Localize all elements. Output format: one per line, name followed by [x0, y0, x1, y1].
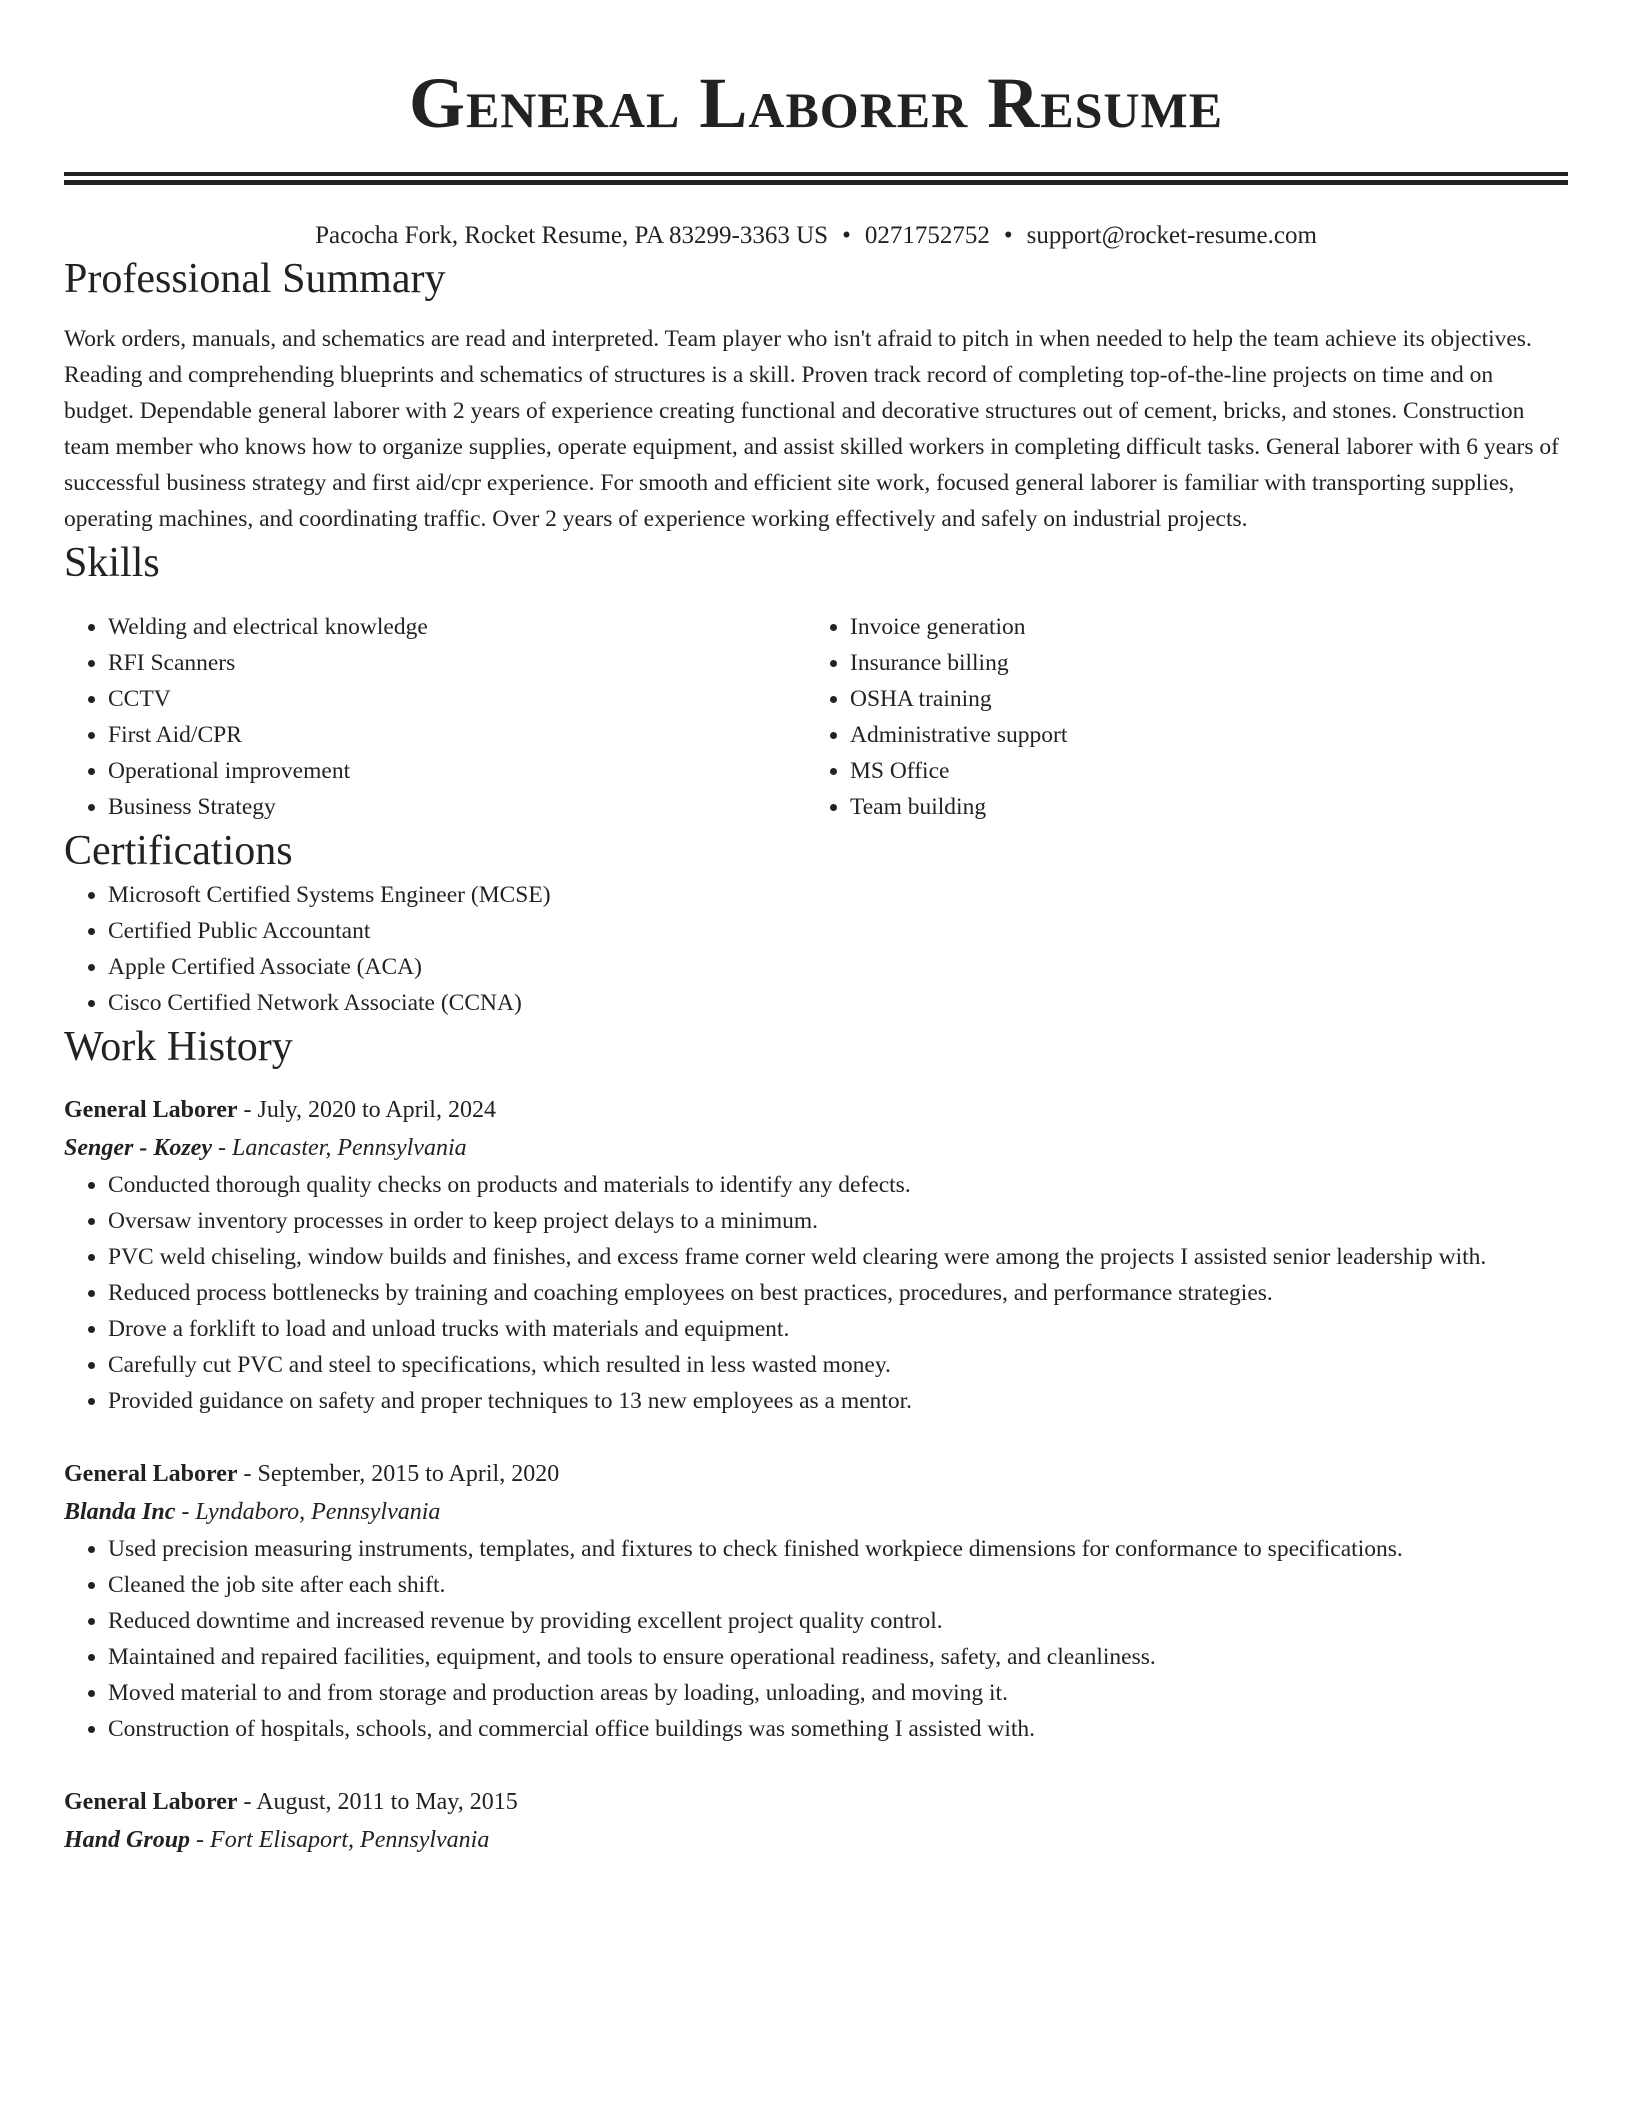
job-organization — [64, 1493, 1568, 1531]
certification-item: • Apple Certified Associate (ACA) — [108, 949, 1568, 985]
company-name: Hand Group — [64, 1827, 191, 1853]
job-duties-list — [64, 1531, 1568, 1747]
job-role: General Laborer — [64, 1789, 238, 1815]
job-duty-item: • Used precision measuring instruments, templates, and fixtures to check finished workpiece dimensions for conformance to specifications. — [108, 1531, 1568, 1567]
skill-item: • Administrative support — [850, 717, 1548, 753]
job-duties-list — [64, 1167, 1568, 1419]
job-duty-item: • Carefully cut PVC and steel to specifications, which resulted in less wasted money. — [108, 1347, 1568, 1383]
job-duty-item: • Drove a forklift to load and unload trucks with materials and equipment. — [108, 1311, 1568, 1347]
resume-title: General Laborer Resume — [408, 63, 1224, 143]
bullet-separator: • — [842, 222, 851, 249]
job-organization — [64, 1821, 1568, 1859]
skills-grid — [64, 609, 1568, 825]
certification-item: • Cisco Certified Network Associate (CCNA) — [108, 985, 1568, 1021]
job-dates: - August, 2011 to May, 2015 — [237, 1789, 518, 1815]
skill-item: • Business Strategy — [108, 789, 806, 825]
bullet-separator: • — [1003, 222, 1013, 249]
job-duty-item: • Oversaw inventory processes in order to keep project delays to a minimum. — [108, 1203, 1568, 1239]
job-duty-item: • PVC weld chiseling, window builds and finishes, and excess frame corner weld clearing were among the projects I assisted senior leadership with. — [108, 1239, 1568, 1275]
skill-item: • OSHA training — [850, 681, 1548, 717]
contact-address: Pacocha Fork, Rocket Resume, PA 83299-3363 US — [315, 222, 829, 249]
company-location: - Fort Elisaport, Pennsylvania — [190, 1827, 490, 1853]
certification-item: • Certified Public Accountant — [108, 913, 1568, 949]
job-duty-item: • Moved material to and from storage and production areas by loading, unloading, and moving it. — [108, 1675, 1568, 1711]
skill-item: • Operational improvement — [108, 753, 806, 789]
skills-list-left — [64, 609, 806, 825]
company-location: - Lyndaboro, Pennsylvania — [175, 1499, 441, 1525]
job-entry — [64, 1455, 1568, 1747]
summary-heading: Professional Summary — [64, 256, 446, 302]
skill-item: • Invoice generation — [850, 609, 1548, 645]
job-duty-item: • Construction of hospitals, schools, and commercial office buildings was something I assisted with. — [108, 1711, 1568, 1747]
skill-item: • Welding and electrical knowledge — [108, 609, 806, 645]
job-organization — [64, 1129, 1568, 1167]
skill-item: • MS Office — [850, 753, 1548, 789]
job-header — [64, 1455, 1568, 1493]
skill-item: • Team building — [850, 789, 1548, 825]
title-divider-bottom — [64, 180, 1568, 185]
job-role: General Laborer — [64, 1461, 238, 1487]
job-entry — [64, 1091, 1568, 1419]
job-duty-item: • Reduced process bottlenecks by training and coaching employees on best practices, procedures, and performance strategies. — [108, 1275, 1568, 1311]
skill-item: • CCTV — [108, 681, 806, 717]
certification-item: • Microsoft Certified Systems Engineer (MCSE) — [108, 877, 1568, 913]
skill-item: • Insurance billing — [850, 645, 1548, 681]
job-duty-item: • Cleaned the job site after each shift. — [108, 1567, 1568, 1603]
job-entry — [64, 1783, 1568, 1859]
job-header — [64, 1783, 1568, 1821]
job-duty-item: • Provided guidance on safety and proper techniques to 13 new employees as a mentor. — [108, 1383, 1568, 1419]
company-name: Blanda Inc — [64, 1499, 176, 1525]
job-duty-item: • Reduced downtime and increased revenue by providing excellent project quality control. — [108, 1603, 1568, 1639]
contact-phone: 0271752752 — [864, 222, 990, 249]
skill-item: • First Aid/CPR — [108, 717, 806, 753]
contact-line — [64, 219, 1568, 253]
certifications-heading: Certifications — [64, 828, 293, 874]
job-duty-item: • Conducted thorough quality checks on products and materials to identify any defects. — [108, 1167, 1568, 1203]
job-duty-item: • Maintained and repaired facilities, equipment, and tools to ensure operational readiness, safety, and cleanliness. — [108, 1639, 1568, 1675]
skills-column-right — [806, 609, 1548, 825]
work-history-heading: Work History — [64, 1024, 293, 1070]
certifications-list — [64, 877, 1568, 1021]
contact-email: support@rocket-resume.com — [1026, 222, 1317, 249]
job-dates: - September, 2015 to April, 2020 — [237, 1461, 560, 1487]
skills-heading: Skills — [64, 540, 160, 586]
skill-item: • RFI Scanners — [108, 645, 806, 681]
skills-list-right — [806, 609, 1548, 825]
job-header — [64, 1091, 1568, 1129]
job-dates: - July, 2020 to April, 2024 — [237, 1097, 496, 1123]
company-name: Senger - Kozey — [64, 1135, 212, 1161]
company-location: - Lancaster, Pennsylvania — [211, 1135, 467, 1161]
job-role: General Laborer — [64, 1097, 238, 1123]
skills-column-left — [64, 609, 806, 825]
resume-page — [64, 0, 1568, 1859]
summary-text: Work orders, manuals, and schematics are read and interpreted. Team player who isn't afraid to pitch in when needed to help the team achieve its objectives. Reading and comprehending blueprints and schematics of structures is a skill. Proven track record of completing top-of-the-line projects on time and on budget. Dependable general laborer with 2 years of experience creating functional and decorative structures out of cement, bricks, and stones. Construction team member who knows how to organize supplies, operate equipment, and assist skilled workers in completing difficult tasks. General laborer with 6 years of successful business strategy and first aid/cpr experience. For smooth and efficient site work, focused general laborer is familiar with transporting supplies, operating machines, and coordinating traffic. Over 2 years of experience working effectively and safely on industrial projects. — [64, 326, 1559, 532]
